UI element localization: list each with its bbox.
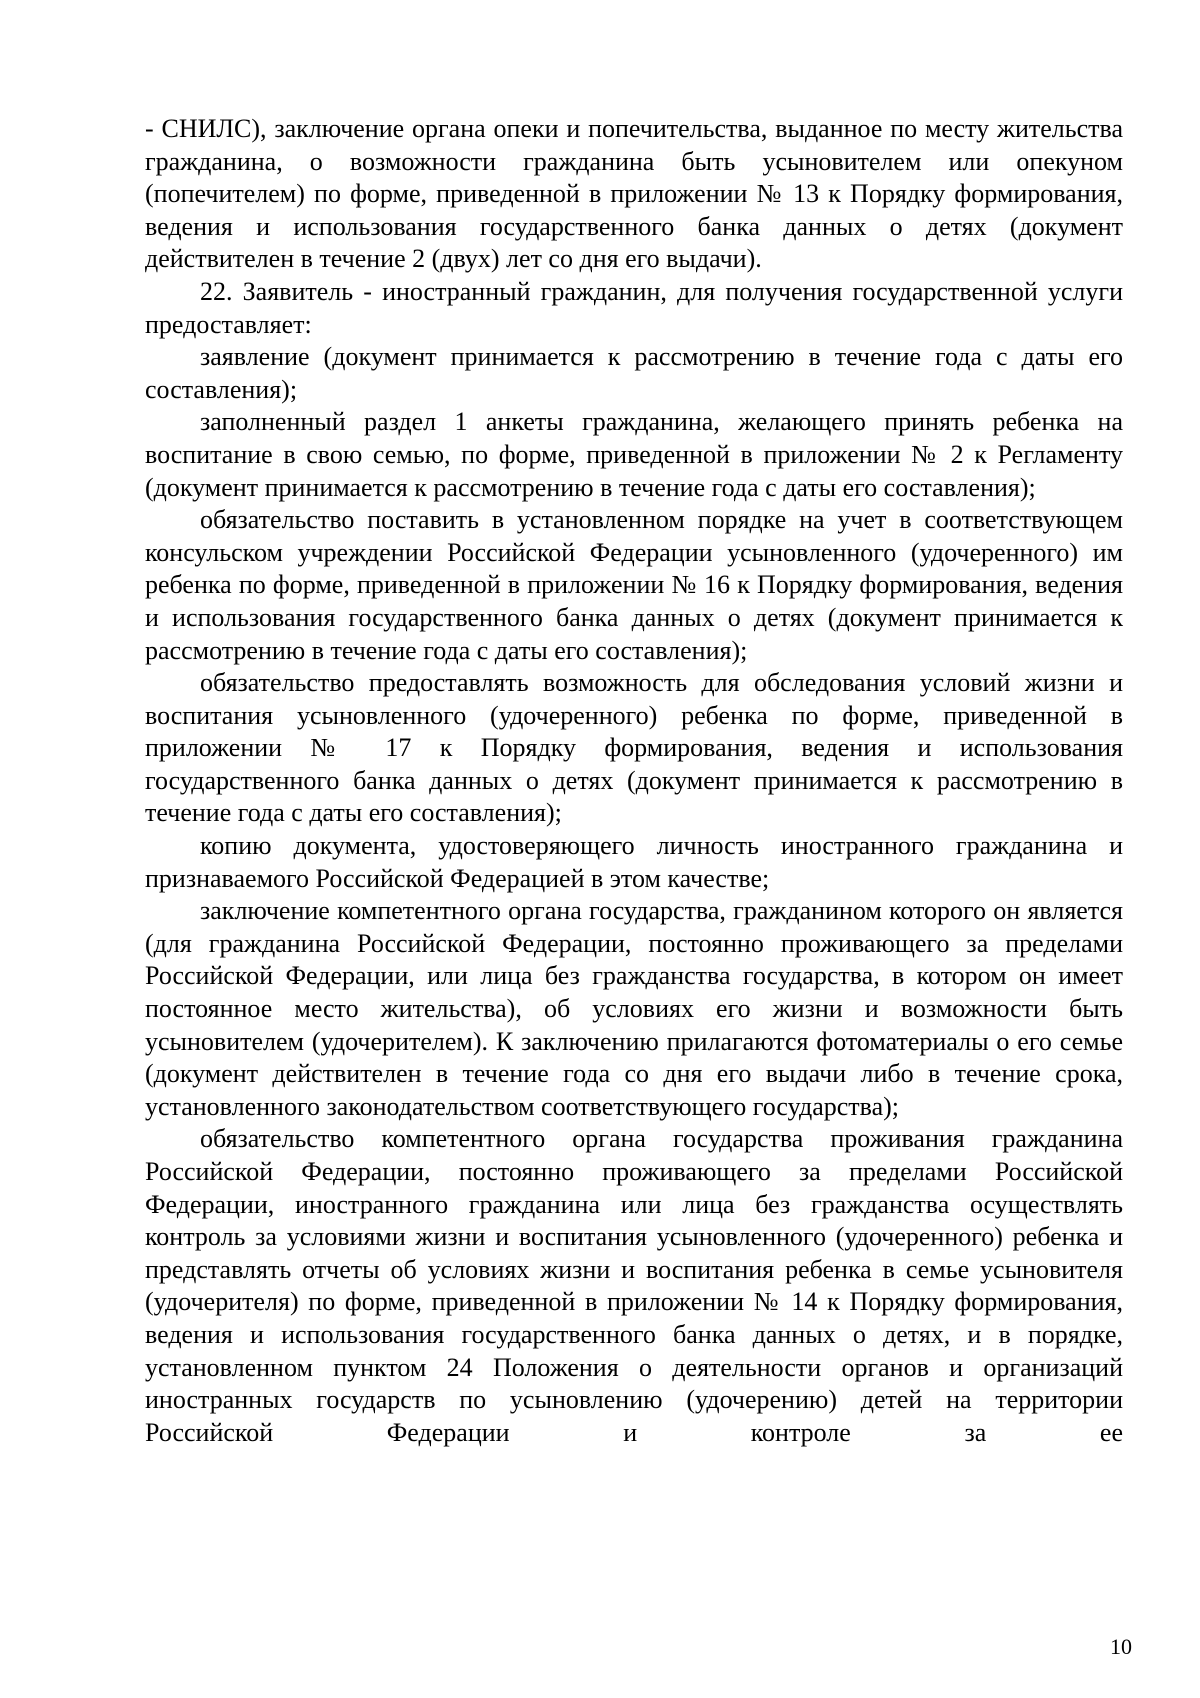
paragraph-identity-document: копию документа, удостоверяющего личность иностранного гражданина и признаваемого Российской Федерацией в этом качестве; xyxy=(145,831,1123,893)
paragraph-application: заявление (документ принимается к рассмотрению в течение года с даты его составления); xyxy=(145,342,1123,404)
paragraph-consular-registration: обязательство поставить в установленном порядке на учет в соответствующем консульском учреждении Российской Федерации усыновленного (удочеренного) им ребенка по форме, приведенной в приложении № 16 к Порядку формирования, ведения и использования государственного банка данных о детях (документ принимается к рассмотрению в течение года с даты его составления); xyxy=(145,505,1123,665)
document-body xyxy=(145,113,1123,1449)
paragraph-snils-continuation: - СНИЛС), заключение органа опеки и попечительства, выданное по месту жительства гражданина, о возможности гражданина быть усыновителем или опекуном (попечителем) по форме, приведенной в приложении № 13 к Порядку формирования, ведения и использования государственного банка данных о детях (документ действителен в течение 2 (двух) лет со дня его выдачи). xyxy=(145,114,1123,274)
paragraph-competent-authority-conclusion: заключение компетентного органа государства, гражданином которого он является (для гражданина Российской Федерации, постоянно проживающего за пределами Российской Федерации, или лица без гражданства государства, в котором он имеет постоянное место жительства), об условиях его жизни и возможности быть усыновителем (удочерителем). К заключению прилагаются фотоматериалы о его семье (документ действителен в течение года со дня его выдачи либо в течение срока, установленного законодательством соответствующего государства); xyxy=(145,896,1123,1121)
paragraph-questionnaire: заполненный раздел 1 анкеты гражданина, желающего принять ребенка на воспитание в свою семью, по форме, приведенной в приложении № 2 к Регламенту (документ принимается к рассмотрению в течение года с даты его составления); xyxy=(145,407,1123,502)
paragraph-item-22: 22. Заявитель - иностранный гражданин, для получения государственной услуги предоставляет: xyxy=(145,276,1123,339)
paragraph-living-conditions: обязательство предоставлять возможность для обследования условий жизни и воспитания усыновленного (удочеренного) ребенка по форме, приведенной в приложении № 17 к Порядку формирования, ведения и использования государственного банка данных о детях (документ принимается к рассмотрению в течение года с даты его составления); xyxy=(145,668,1123,828)
page-number: 10 xyxy=(1110,1634,1132,1659)
paragraph-competent-authority-obligation: обязательство компетентного органа государства проживания гражданина Российской Федерации, постоянно проживающего за пределами Российской Федерации, иностранного гражданина или лица без гражданства осуществлять контроль за условиями жизни и воспитания усыновленного (удочеренного) ребенка и представлять отчеты об условиях жизни и воспитания ребенка в семье усыновителя (удочерителя) по форме, приведенной в приложении № 14 к Порядку формирования, ведения и использования государственного банка данных о детях, и в порядке, установленном пунктом 24 Положения о деятельности органов и организаций иностранных государств по усыновлению (удочерению) детей на территории Российской Федерации и контроле за ее xyxy=(145,1124,1123,1447)
